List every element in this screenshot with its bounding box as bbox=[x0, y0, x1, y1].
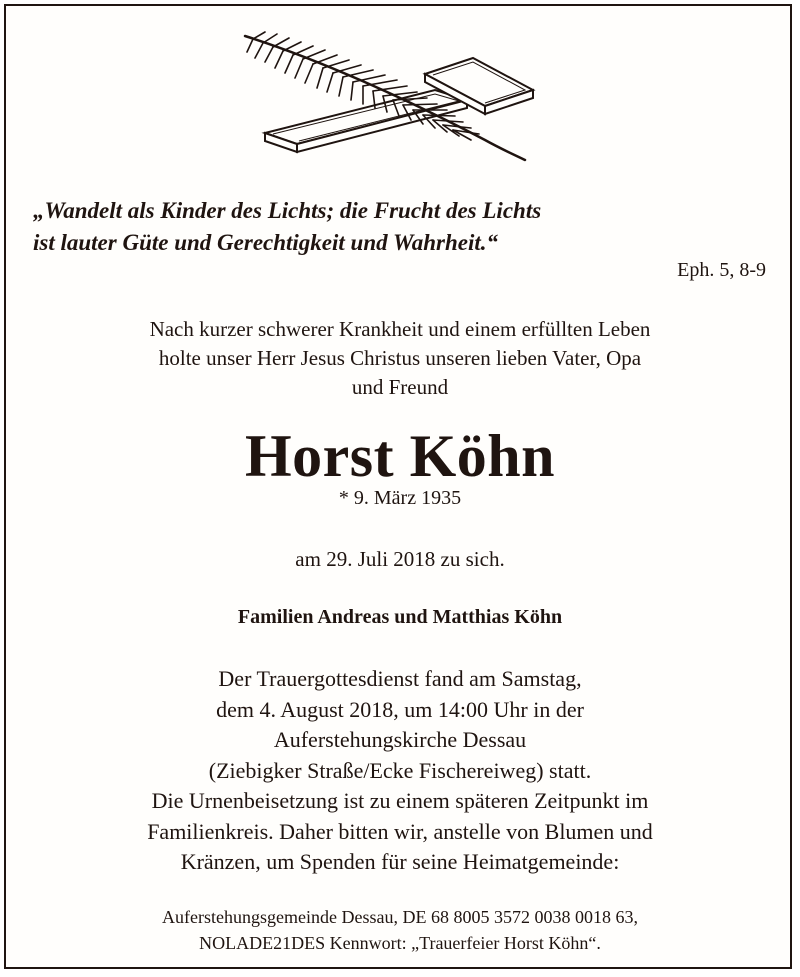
service-line-7: Kränzen, um Spenden für seine Heimatgemeinde: bbox=[180, 849, 620, 874]
intro-line-1: Nach kurzer schwerer Krankheit und einem erfüllten Leben bbox=[149, 317, 651, 341]
intro-text bbox=[8, 315, 792, 402]
service-line-4: (Ziebigker Straße/Ecke Fischereiweg) statt. bbox=[208, 757, 592, 783]
bank-line-2: NOLADE21DES Kennwort: „Trauerfeier Horst Köhn“. bbox=[199, 933, 601, 953]
death-date: am 29. Juli 2018 zu sich. bbox=[295, 547, 505, 571]
bible-quote bbox=[33, 195, 733, 259]
deceased-name: Horst Köhn bbox=[244, 423, 556, 489]
cross-with-palm-frond-icon bbox=[235, 28, 565, 168]
service-line-5: Die Urnenbeisetzung ist zu einem späteren Zeitpunkt im bbox=[151, 788, 649, 813]
mourners: Familien Andreas und Matthias Köhn bbox=[237, 606, 563, 628]
birth-date: * 9. März 1935 bbox=[338, 487, 462, 509]
quote-line-2: ist lauter Güte und Gerechtigkeit und Wahrheit.“ bbox=[33, 230, 498, 255]
intro-line-3: und Freund bbox=[351, 375, 449, 399]
service-line-6: Familienkreis. Daher bitten wir, anstelle von Blumen und bbox=[147, 818, 653, 844]
intro-line-2: holte unser Herr Jesus Christus unseren lieben Vater, Opa bbox=[158, 346, 642, 370]
service-details bbox=[8, 664, 792, 878]
service-line-2: dem 4. August 2018, um 14:00 Uhr in der bbox=[216, 696, 584, 722]
service-line-3: Auferstehungskirche Dessau bbox=[273, 727, 527, 752]
bank-details bbox=[8, 904, 792, 956]
quote-citation: Eph. 5, 8-9 bbox=[677, 259, 766, 281]
quote-line-1: „Wandelt als Kinder des Lichts; die Frucht des Lichts bbox=[33, 198, 542, 223]
service-line-1: Der Trauergottesdienst fand am Samstag, bbox=[218, 666, 582, 691]
bank-line-1: Auferstehungsgemeinde Dessau, DE 68 8005 3572 0038 0018 63, bbox=[162, 907, 638, 927]
